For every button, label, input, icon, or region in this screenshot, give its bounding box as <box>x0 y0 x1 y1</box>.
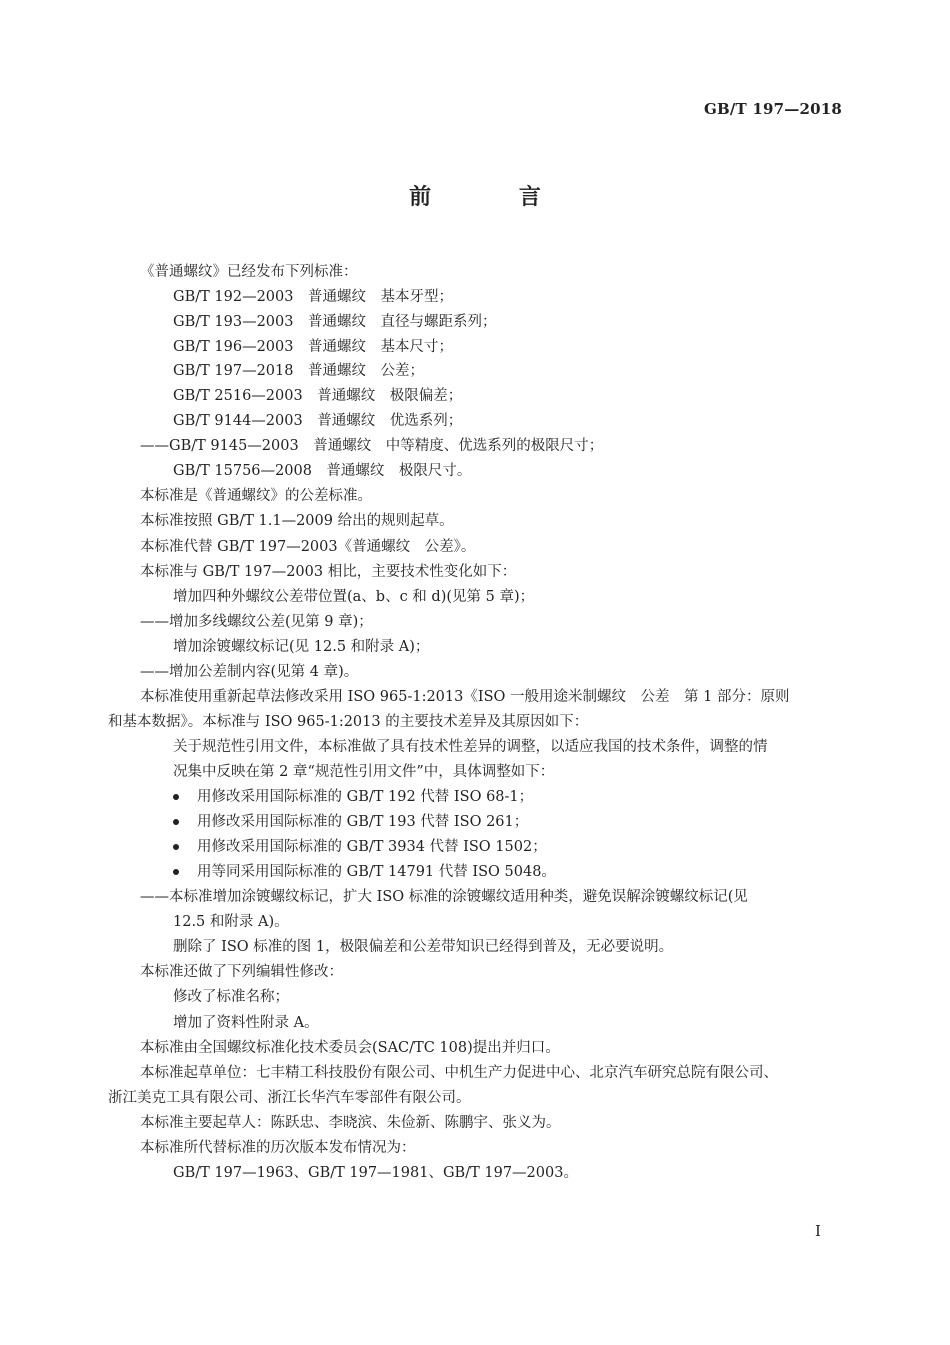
text-line: 删除了 ISO 标准的图 1，极限偏差和公差带知识已经得到普及，无必要说明。 <box>173 939 674 955</box>
text-line: 和基本数据》。本标准与 ISO 965-1:2013 的主要技术差异及其原因如下： <box>108 714 589 730</box>
text-line: ——本标准增加涂镀螺纹标记，扩大 ISO 标准的涂镀螺纹适用种类，避免误解涂镀螺纹标记(见 <box>140 889 748 905</box>
bullet-item <box>173 862 556 882</box>
text-line: 修改了标准名称； <box>173 989 289 1005</box>
text-line: ——增加多线螺纹公差(见第 9 章)； <box>140 614 373 630</box>
bullet-item <box>173 812 528 832</box>
bullet-dot <box>173 819 179 825</box>
bullet-text: 用修改采用国际标准的 GB/T 193 代替 ISO 261； <box>197 814 529 830</box>
text-line: GB/T 193—2003 普通螺纹 直径与螺距系列； <box>173 314 497 330</box>
text-line: 关于规范性引用文件，本标准做了具有技术性差异的调整，以适应我国的技术条件，调整的情 <box>173 739 768 755</box>
text-line: 本标准起草单位：七丰精工科技股份有限公司、中机生产力促进中心、北京汽车研究总院有限公司、 <box>140 1065 778 1081</box>
text-line: 本标准使用重新起草法修改采用 ISO 965-1:2013《ISO 一般用途米制螺纹 公差 第 1 部分：原则 <box>140 689 790 705</box>
text-line: GB/T 192—2003 普通螺纹 基本牙型； <box>173 289 453 305</box>
text-line: 增加四种外螺纹公差带位置(a、b、c 和 d)(见第 5 章)； <box>173 589 535 605</box>
bullet-dot <box>173 794 179 800</box>
text-line: GB/T 2516—2003 普通螺纹 极限偏差； <box>173 388 463 404</box>
text-line: 浙江美克工具有限公司、浙江长华汽车零部件有限公司。 <box>108 1090 471 1106</box>
text-line: GB/T 196—2003 普通螺纹 基本尺寸； <box>173 339 453 355</box>
text-line: 本标准主要起草人：陈跃忠、李晓滨、朱俭新、陈鹏宇、张义为。 <box>140 1115 561 1131</box>
text-line: GB/T 15756—2008 普通螺纹 极限尺寸。 <box>173 463 472 479</box>
text-line: 本标准由全国螺纹标准化技术委员会(SAC/TC 108)提出并归口。 <box>140 1040 560 1056</box>
bullet-text: 用修改采用国际标准的 GB/T 192 代替 ISO 68-1； <box>197 789 534 805</box>
text-line: 增加了资料性附录 A。 <box>173 1015 319 1031</box>
page-title: 前 言 <box>409 184 581 210</box>
text-line: 本标准是《普通螺纹》的公差标准。 <box>140 488 372 504</box>
text-line: 增加涂镀螺纹标记(见 12.5 和附录 A)； <box>173 639 430 655</box>
text-line: 本标准所代替标准的历次版本发布情况为： <box>140 1140 416 1156</box>
standard-code: GB/T 197—2018 <box>703 100 842 118</box>
bullet-item <box>173 837 547 857</box>
text-line: 本标准与 GB/T 197—2003 相比，主要技术性变化如下： <box>140 564 517 580</box>
text-line: ——增加公差制内容(见第 4 章)。 <box>140 664 359 680</box>
text-line: 12.5 和附录 A)。 <box>173 914 289 930</box>
bullet-dot <box>173 844 179 850</box>
text-line: 本标准还做了下列编辑性修改： <box>140 964 343 980</box>
bullet-dot <box>173 869 179 875</box>
bullet-item <box>173 787 533 807</box>
text-line: GB/T 197—1963、GB/T 197—1981、GB/T 197—2003。 <box>173 1165 578 1181</box>
text-line: 况集中反映在第 2 章“规范性引用文件”中，具体调整如下： <box>173 764 555 780</box>
text-line: 《普通螺纹》已经发布下列标准： <box>140 264 358 280</box>
bullet-text: 用等同采用国际标准的 GB/T 14791 代替 ISO 5048。 <box>197 864 556 880</box>
page-number: I <box>815 1222 821 1240</box>
text-line: 本标准代替 GB/T 197—2003《普通螺纹 公差》。 <box>140 539 476 555</box>
text-line: 本标准按照 GB/T 1.1—2009 给出的规则起草。 <box>140 513 454 529</box>
text-line: GB/T 9144—2003 普通螺纹 优选系列； <box>173 413 463 429</box>
text-line: ——GB/T 9145—2003 普通螺纹 中等精度、优选系列的极限尺寸； <box>140 438 604 454</box>
bullet-text: 用修改采用国际标准的 GB/T 3934 代替 ISO 1502； <box>197 839 547 855</box>
text-line: GB/T 197—2018 普通螺纹 公差； <box>173 363 424 379</box>
